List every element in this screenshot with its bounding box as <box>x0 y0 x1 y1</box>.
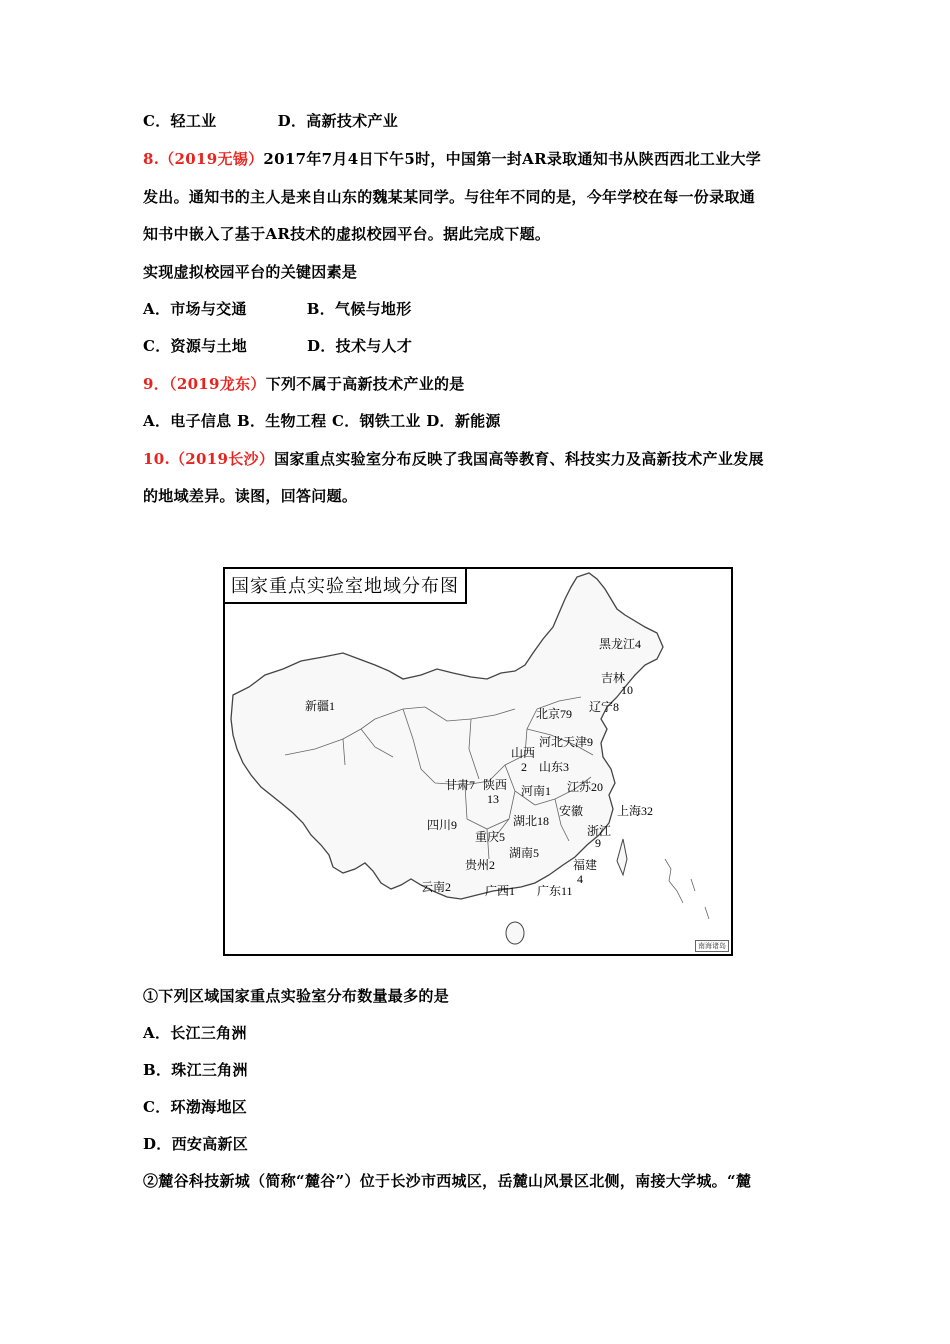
china-outline <box>231 573 663 899</box>
label-jilin-count: 10 <box>621 683 633 697</box>
label-jiangsu: 江苏20 <box>567 780 604 794</box>
china-map <box>225 569 731 954</box>
label-gansu: 甘肃7 <box>445 778 476 792</box>
question-10-source-tag: 10.（2019长沙） <box>143 450 275 468</box>
label-beijing: 北京79 <box>536 707 573 721</box>
sub-question-2: ②麓谷科技新城（简称“麓谷”）位于长沙市西城区，岳麓山风景区北侧，南接大学城。“麓 <box>143 1172 752 1190</box>
label-zhejiang: 浙江 <box>587 824 612 838</box>
south-china-sea-inset-label: 南海诸岛 <box>695 940 729 952</box>
question-8-line-1 <box>143 148 761 169</box>
option-d: D．技术与人才 <box>307 337 413 355</box>
question-9-source-tag: 9．（2019龙东） <box>143 375 266 393</box>
label-zhejiang-count: 9 <box>595 836 601 850</box>
option-b: B．气候与地形 <box>306 300 412 318</box>
sub-question-1-option-d: D．西安高新区 <box>143 1135 249 1153</box>
option-c: C．资源与土地 <box>143 337 248 355</box>
question-8-options-cd <box>143 335 412 356</box>
label-guangdong: 广东11 <box>537 884 573 898</box>
map-figure <box>223 567 733 956</box>
label-anhui: 安徽 <box>559 804 584 818</box>
label-jilin: 吉林 <box>601 671 626 685</box>
label-sichuan: 四川9 <box>427 818 458 832</box>
question-9-options: A．电子信息 B．生物工程 C．钢铁工业 D．新能源 <box>143 412 501 430</box>
question-10-line-1 <box>143 448 764 469</box>
label-heilongjiang: 黑龙江4 <box>599 637 642 651</box>
question-8-line-3: 知书中嵌入了基于AR技术的虚拟校园平台。据此完成下题。 <box>143 225 551 243</box>
map-title: 国家重点实验室地域分布图 <box>225 569 467 604</box>
label-henan: 河南1 <box>521 784 552 798</box>
question-8-text-1: 2017年7月4日下午5时，中国第一封AR录取通知书从陕西西北工业大学 <box>263 150 762 168</box>
question-8-source-tag: 8.（2019无锡） <box>143 150 264 168</box>
question-10-line-2: 的地域差异。读图，回答问题。 <box>143 487 358 505</box>
label-liaoning: 辽宁8 <box>589 700 620 714</box>
taiwan-island <box>617 839 627 875</box>
label-shanxi-count: 2 <box>521 760 527 774</box>
label-yunnan: 云南2 <box>421 880 452 894</box>
label-fujian: 福建 <box>573 858 598 872</box>
question-9-text: 下列不属于高新技术产业的是 <box>265 375 465 393</box>
label-shandong: 山东3 <box>539 760 570 774</box>
option-line-c-d: C．轻工业 D．高新技术产业 <box>143 112 399 130</box>
label-guizhou: 贵州2 <box>465 858 496 872</box>
label-tianjin: 天津9 <box>563 735 594 749</box>
label-shanxi: 山西 <box>511 746 536 760</box>
label-chongqing: 重庆5 <box>475 830 506 844</box>
label-shanghai: 上海32 <box>617 804 654 818</box>
sub-question-1-option-a: A．长江三角洲 <box>143 1024 247 1042</box>
label-xinjiang: 新疆1 <box>305 699 336 713</box>
sub-question-1-option-b: B．珠江三角洲 <box>143 1061 248 1079</box>
question-8-options-ab <box>143 298 412 319</box>
sub-question-1-option-c: C．环渤海地区 <box>143 1098 248 1116</box>
question-8-prompt: 实现虚拟校园平台的关键因素是 <box>143 263 358 281</box>
question-9-line <box>143 373 465 394</box>
sub-question-1: ①下列区域国家重点实验室分布数量最多的是 <box>143 987 450 1005</box>
south-sea-islands <box>665 859 709 919</box>
label-fujian-count: 4 <box>577 872 583 886</box>
label-hebei: 河北 <box>539 735 564 749</box>
label-hunan: 湖南5 <box>509 846 540 860</box>
label-hubei: 湖北18 <box>513 814 550 828</box>
label-shaanxi: 陕西 <box>483 778 508 792</box>
hainan-island <box>506 922 524 944</box>
question-8-line-2: 发出。通知书的主人是来自山东的魏某某同学。与往年不同的是，今年学校在每一份录取通 <box>143 188 756 206</box>
label-guangxi: 广西1 <box>485 884 516 898</box>
question-10-text-1: 国家重点实验室分布反映了我国高等教育、科技实力及高新技术产业发展 <box>274 450 764 468</box>
option-a: A．市场与交通 <box>143 300 247 318</box>
label-shaanxi-count: 13 <box>487 792 499 806</box>
